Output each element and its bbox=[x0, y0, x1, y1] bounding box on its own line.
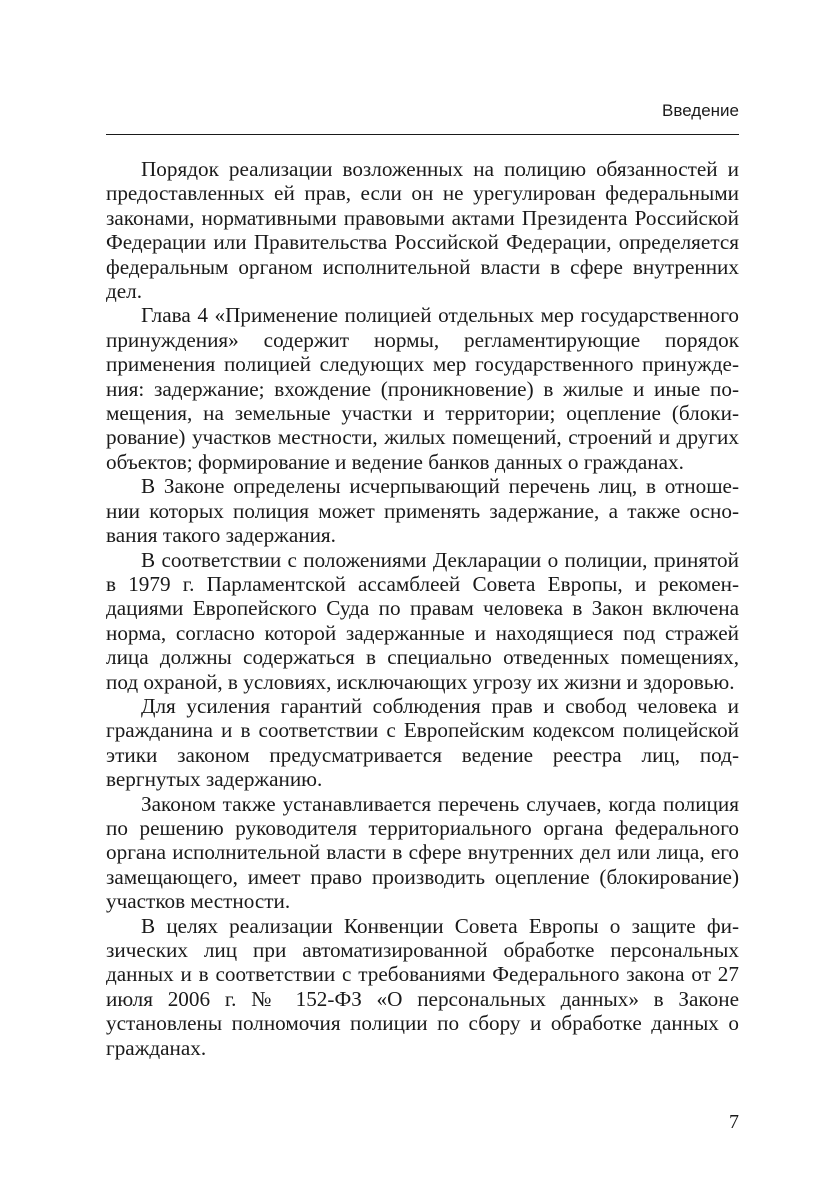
running-head-title: Введение bbox=[662, 101, 739, 120]
body-text bbox=[106, 157, 739, 1060]
paragraph: В целях реализации Конвенции Совета Европы о защите физических лиц при автоматизированной обработке персональных данных и в соответствии с требованиями Федерального закона от 27 июля 2006 г. № 152-ФЗ «О персональных данных» в Законе установлены полномочия полиции по сбору и обработке данных о гражданах. bbox=[106, 913, 739, 1060]
paragraph: Глава 4 «Применение полицией отдельных мер государственного принуждения» содержит нормы, регламентирующие порядок применения полицией следующих мер государственного принуждения: задержание; вхождение (проникновение) в жилые и иные помещения, на земельные участки и территории; оцепление (блокирование) участков местности, жилых помещений, строений и других объектов; формирование и ведение банков данных о гражданах. bbox=[106, 303, 739, 474]
paragraph: В соответствии с положениями Декларации о полиции, принятой в 1979 г. Парламентской ассамблеей Совета Европы, и рекомендациями Европейского Суда по правам человека в Закон включена норма, согласно которой задержанные и находящиеся под стражей лица должны содержаться в специально отведенных помещениях, под охраной, в условиях, исключающих угрозу их жизни и здоровью. bbox=[106, 547, 739, 694]
header-rule bbox=[106, 134, 739, 135]
paragraph: Для усиления гарантий соблюдения прав и свобод человека и гражданина и в соответствии с Европейским кодексом полицейской этики законом предусматривается ведение реестра лиц, подвергнутых задержанию. bbox=[106, 693, 739, 792]
paragraph: Законом также устанавливается перечень случаев, когда полиция по решению руководителя территориального органа федерального органа исполнительной власти в сфере внутренних дел или лица, его замещающего, имеет право производить оцепление (блокирование) участков местности. bbox=[106, 791, 739, 914]
page-number: 7 bbox=[729, 1111, 739, 1133]
paragraph: Порядок реализации возложенных на полицию обязанностей и предоставленных ей прав, если он не урегулирован федеральными законами, нормативными правовыми актами Президента Российской Федерации или Правительства Российской Федерации, определяется федеральным органом исполнительной власти в сфере внутренних дел. bbox=[106, 157, 739, 304]
paragraph: В Законе определены исчерпывающий перечень лиц, в отношении которых полиция может применять задержание, а также основания такого задержания. bbox=[106, 474, 739, 548]
